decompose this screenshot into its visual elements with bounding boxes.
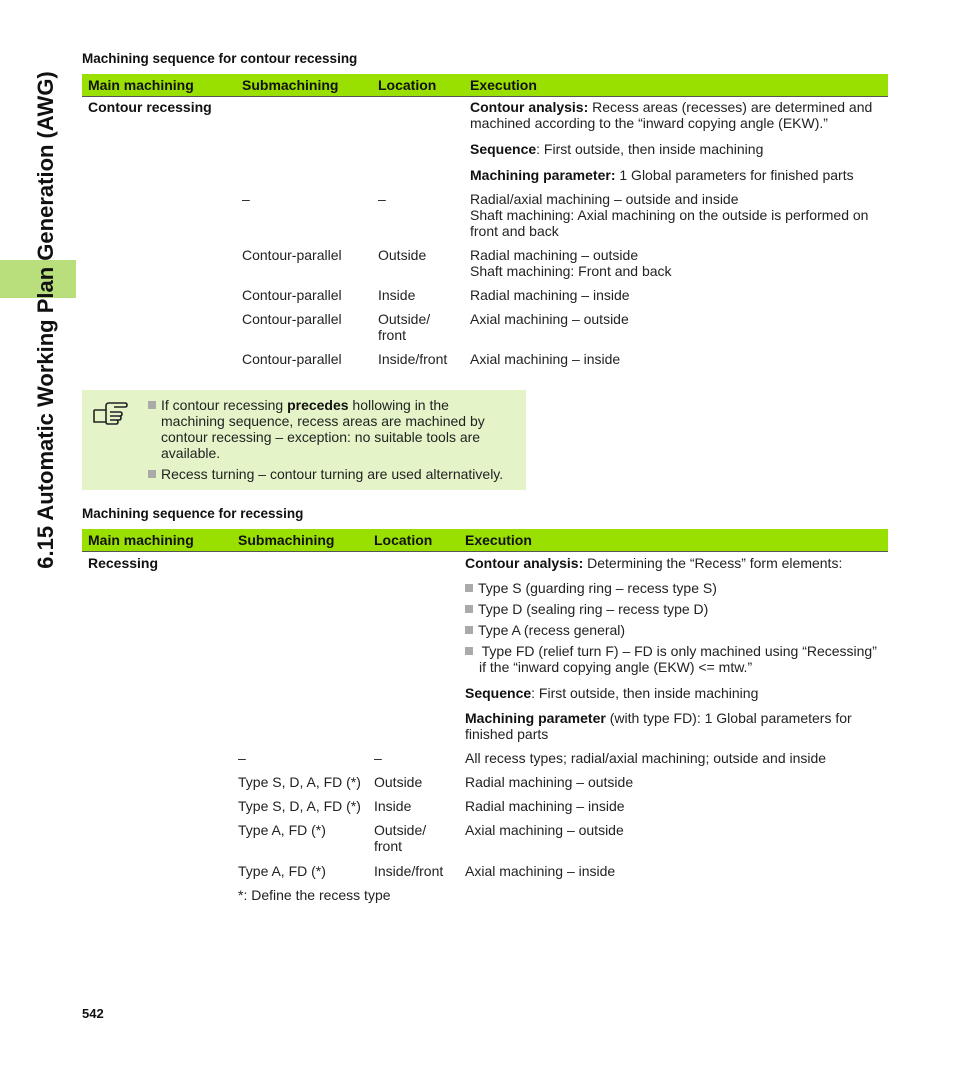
header-location: Location [378,77,437,93]
note-line4: available. [161,445,221,461]
s2-row2-sub: Type S, D, A, FD (*) [238,774,361,790]
note-box [82,390,526,490]
s2-row5-exec: Axial machining – inside [465,863,616,879]
note-line5 [148,466,503,482]
parameter-label-2: Machining parameter [465,710,606,726]
analysis-label-2: Contour analysis: [465,555,584,571]
section2-title: Machining sequence for recessing [82,506,304,521]
section1-title: Machining sequence for contour recessing [82,51,358,66]
chapter-side-title: 6.15 Automatic Working Plan Generation (AWG) [33,71,58,569]
s1-row1-loc: – [378,191,386,207]
s2-row3-loc: Inside [374,798,412,814]
header-location-2: Location [374,532,433,548]
header-execution-2: Execution [465,532,532,548]
header-execution: Execution [470,77,537,93]
sequence-label: Sequence [470,141,537,157]
s2-row4-loc: Outside/ [374,822,427,838]
bullet-square-icon [148,401,156,409]
section2-footnote: *: Define the recess type [238,887,391,903]
section2-sequence [465,685,758,701]
note-text: If contour recessing [161,397,288,413]
note-line1 [148,397,449,413]
bullet-text: Type S (guarding ring – recess type S) [478,580,717,596]
sequence-text: : First outside, then inside machining [536,141,764,157]
s2-row1-exec: All recess types; radial/axial machining; outside and inside [465,750,827,766]
s1-row4-exec-1: Axial machining – outside [470,311,629,327]
s2-bullet-1 [465,580,717,596]
s1-row3-exec-1: Radial machining – inside [470,287,630,303]
parameter-text-2: (with type FD): 1 Global parameters for [605,710,852,726]
bullet-square-icon [465,626,473,634]
parameter-text: 1 Global parameters for finished parts [615,167,854,183]
s2-bullet-4-cont: if the “inward copying angle (EKW) <= mtw.” [479,659,753,675]
analysis-text-2: Determining the “Recess” form elements: [583,555,843,571]
s2-bullet-4 [465,643,877,659]
s1-row4-loc-cont: front [378,327,407,343]
s2-row3-sub: Type S, D, A, FD (*) [238,798,361,814]
s2-bullet-3 [465,622,625,638]
s1-row5-exec-1: Axial machining – inside [470,351,621,367]
section2-header-rule [82,551,888,552]
bullet-square-icon [465,605,473,613]
sequence-text-2: : First outside, then inside machining [531,685,759,701]
page-number: 542 [82,1006,104,1021]
s1-row5-loc: Inside/front [378,351,448,367]
bullet-text: Type D (sealing ring – recess type D) [478,601,709,617]
bullet-text: Type A (recess general) [478,622,626,638]
header-submachining-2: Submachining [238,532,335,548]
section2-parameter [465,710,852,726]
s2-row4-loc-cont: front [374,838,403,854]
s1-row3-loc: Inside [378,287,416,303]
section1-header-rule [82,96,888,97]
section1-sequence [470,141,763,157]
analysis-text: Recess areas (recesses) are determined and [588,99,873,115]
s2-row5-sub: Type A, FD (*) [238,863,326,879]
note-bold: precedes [287,397,349,413]
section2-parameter-cont: finished parts [465,726,549,742]
s2-row2-exec: Radial machining – outside [465,774,634,790]
s2-row4-sub: Type A, FD (*) [238,822,326,838]
note-line3: contour recessing – exception: no suitable tools are [161,429,481,445]
s1-row2-exec-1: Radial machining – outside [470,247,639,263]
bullet-square-icon [148,470,156,478]
header-main-machining: Main machining [88,77,194,93]
s1-row5-sub: Contour-parallel [242,351,342,367]
section1-table-header [82,74,888,96]
s1-row1-exec-1: Radial/axial machining – outside and inside [470,191,739,207]
s2-row4-exec: Axial machining – outside [465,822,624,838]
s2-row2-loc: Outside [374,774,423,790]
section1-main-label: Contour recessing [88,99,212,115]
s1-row2-exec-2: Shaft machining: Front and back [470,263,672,279]
s1-row1-exec-3: front and back [470,223,559,239]
note-line2: machining sequence, recess areas are machined by [161,413,485,429]
section2-table-header [82,529,888,551]
parameter-label: Machining parameter: [470,167,616,183]
section1-parameter [470,167,854,183]
s1-row2-loc: Outside [378,247,427,263]
s2-row5-loc: Inside/front [374,863,444,879]
section2-main-label: Recessing [88,555,159,571]
s1-row3-sub: Contour-parallel [242,287,342,303]
s1-row1-sub: – [242,191,250,207]
s1-row1-exec-2: Shaft machining: Axial machining on the outside is performed on [470,207,869,223]
analysis-label: Contour analysis: [470,99,589,115]
s2-bullet-2 [465,601,708,617]
s1-row4-sub: Contour-parallel [242,311,342,327]
bullet-text: Type FD (relief turn F) – FD is only machined using “Recessing” [478,643,877,659]
bullet-square-icon [465,647,473,655]
s1-row4-loc: Outside/ [378,311,431,327]
s2-row3-exec: Radial machining – inside [465,798,625,814]
note-text-2: Recess turning – contour turning are used alternatively. [161,466,504,482]
section1-analysis-cont: machined according to the “inward copying angle (EKW).” [470,115,828,131]
s2-row1-loc: – [374,750,382,766]
bullet-square-icon [465,584,473,592]
header-main-machining-2: Main machining [88,532,194,548]
s1-row2-sub: Contour-parallel [242,247,342,263]
pointing-hand-icon [92,400,128,426]
sequence-label-2: Sequence [465,685,532,701]
section1-analysis [470,99,872,115]
section2-analysis [465,555,842,571]
s2-row1-sub: – [238,750,246,766]
note-text-post: hollowing in the [348,397,449,413]
header-submachining: Submachining [242,77,339,93]
